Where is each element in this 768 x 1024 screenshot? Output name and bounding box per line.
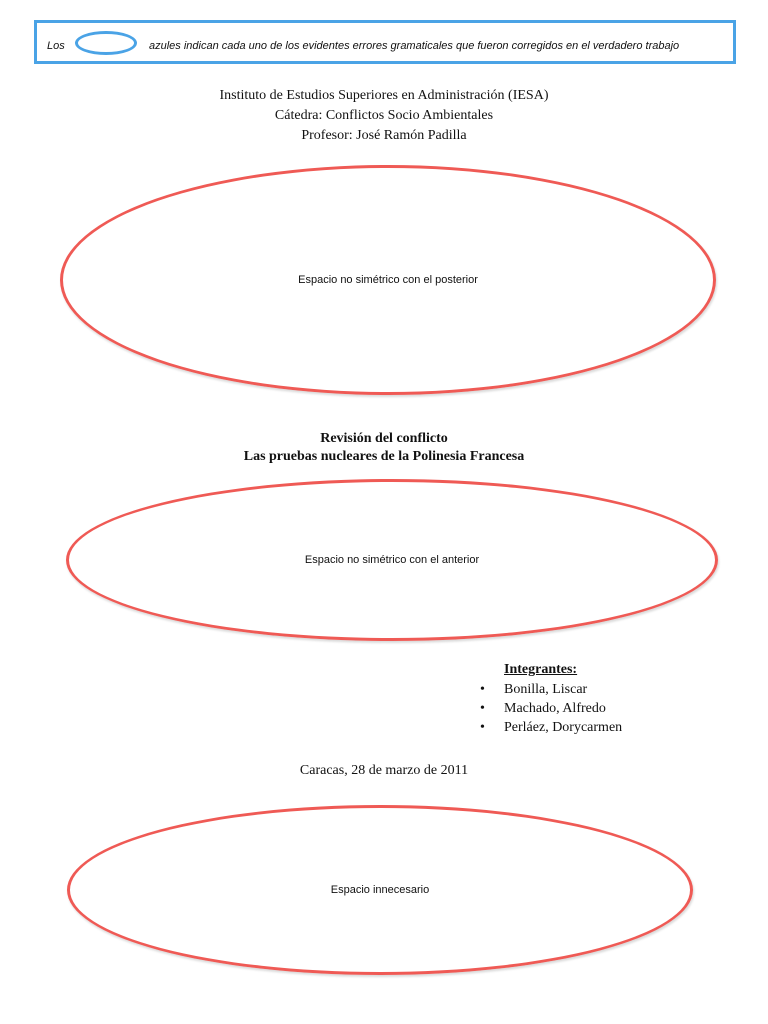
blue-ellipse-sample <box>75 31 137 55</box>
title-line-1: Revisión del conflicto <box>320 431 448 446</box>
members-list <box>480 660 622 737</box>
red-annotation-ellipse <box>60 165 716 395</box>
legend-note <box>34 20 736 64</box>
institution-name: Instituto de Estudios Superiores en Administración (IESA) <box>219 88 549 103</box>
bullet-icon: • <box>480 720 485 735</box>
document-title <box>0 430 768 466</box>
list-item: • Bonilla, Liscar <box>480 682 588 697</box>
course-name: Cátedra: Conflictos Socio Ambientales <box>274 108 494 123</box>
professor-name: Profesor: José Ramón Padilla <box>301 128 467 143</box>
members-heading: Integrantes: <box>504 662 578 677</box>
legend-prefix: Los <box>47 40 65 52</box>
list-item: • Machado, Alfredo <box>480 701 606 716</box>
list-item: • Perláez, Dorycarmen <box>480 720 623 735</box>
annotation-label: Espacio no simétrico con el posterior <box>298 274 478 286</box>
bullet-icon: • <box>480 682 485 697</box>
red-annotation-ellipse <box>66 479 718 641</box>
bullet-icon: • <box>480 701 485 716</box>
legend-text: azules indican cada uno de los evidentes errores gramaticales que fueron corregidos en el verdadero trabajo <box>149 40 680 52</box>
title-line-2: Las pruebas nucleares de la Polinesia Francesa <box>243 449 525 464</box>
red-annotation-ellipse <box>67 805 693 975</box>
institution-header <box>0 86 768 146</box>
annotation-label: Espacio innecesario <box>330 884 430 896</box>
document-date: Caracas, 28 de marzo de 2011 <box>299 763 469 778</box>
annotation-label: Espacio no simétrico con el anterior <box>304 554 480 566</box>
